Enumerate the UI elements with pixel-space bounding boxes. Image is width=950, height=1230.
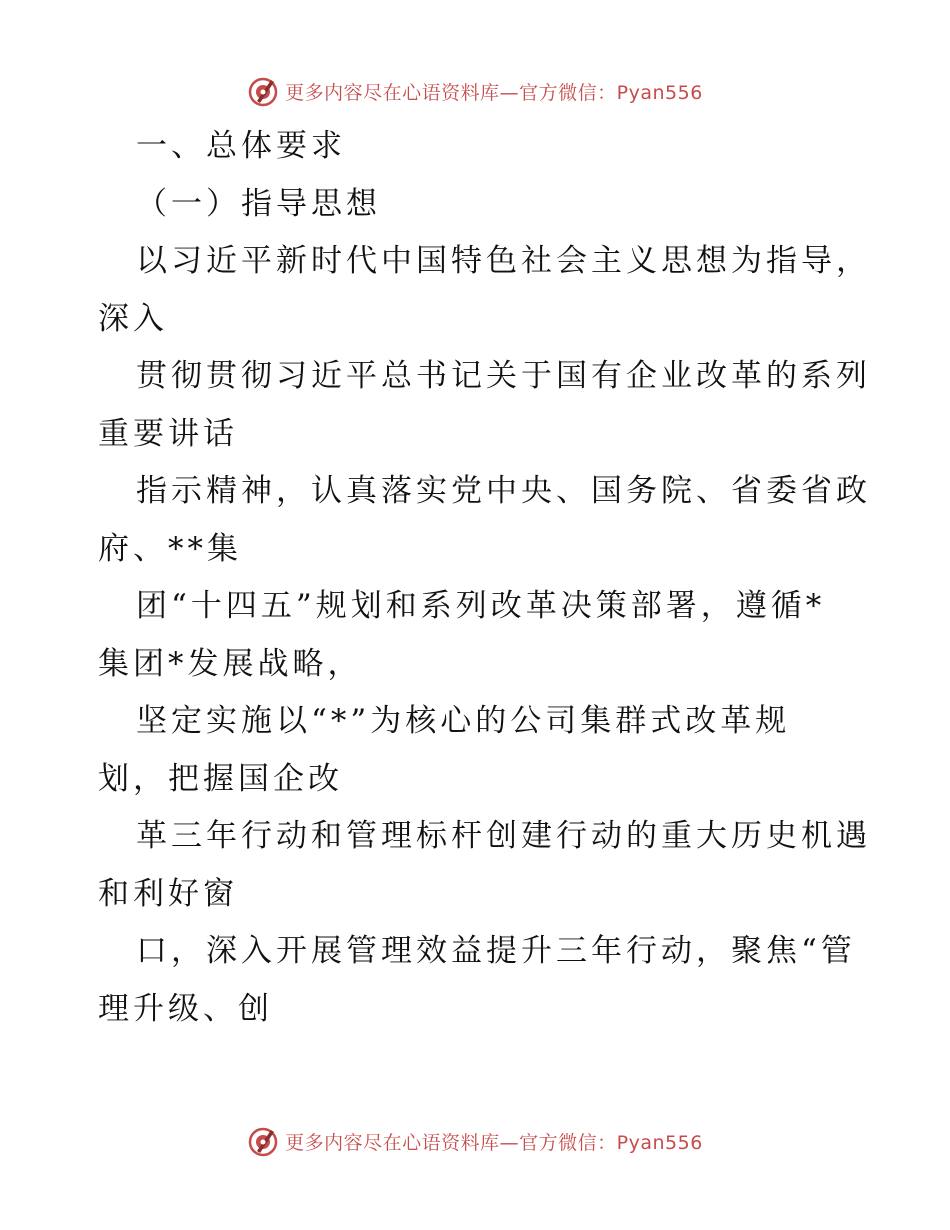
pen-logo-icon bbox=[247, 75, 279, 107]
subsection-heading: （一）指导思想 bbox=[136, 185, 381, 222]
paragraph-line: 划，把握国企改 bbox=[98, 760, 343, 797]
paragraph-line: 口，深入开展管理效益提升三年行动，聚焦“管 bbox=[136, 933, 856, 969]
paragraph-line: 指示精神，认真落实党中央、国务院、省委省政 bbox=[136, 473, 871, 509]
document-body bbox=[98, 118, 871, 1038]
paragraph-line: 深入 bbox=[98, 300, 168, 337]
paragraph-line: 集团*发展战略， bbox=[98, 645, 363, 682]
paragraph-line: 和利好窗 bbox=[98, 875, 238, 912]
footer-banner bbox=[0, 1121, 950, 1161]
paragraph-line: 重要讲话 bbox=[98, 415, 238, 452]
paragraph-line: 团“十四五”规划和系列改革决策部署，遵循* bbox=[136, 588, 826, 624]
paragraph-line: 坚定实施以“*”为核心的公司集群式改革规 bbox=[136, 703, 791, 739]
header-banner-text: 更多内容尽在心语资料库—官方微信：Pyan556 bbox=[285, 81, 703, 104]
paragraph-line: 革三年行动和管理标杆创建行动的重大历史机遇 bbox=[136, 818, 871, 854]
pen-logo-icon bbox=[247, 1125, 279, 1157]
paragraph-line: 以习近平新时代中国特色社会主义思想为指导， bbox=[136, 243, 871, 279]
section-heading: 一、总体要求 bbox=[136, 128, 346, 164]
paragraph-line: 贯彻贯彻习近平总书记关于国有企业改革的系列 bbox=[136, 358, 871, 394]
paragraph-line: 理升级、创 bbox=[98, 990, 273, 1027]
header-banner bbox=[0, 71, 950, 111]
footer-banner-text: 更多内容尽在心语资料库—官方微信：Pyan556 bbox=[285, 1131, 703, 1154]
paragraph-line: 府、**集 bbox=[98, 530, 242, 567]
